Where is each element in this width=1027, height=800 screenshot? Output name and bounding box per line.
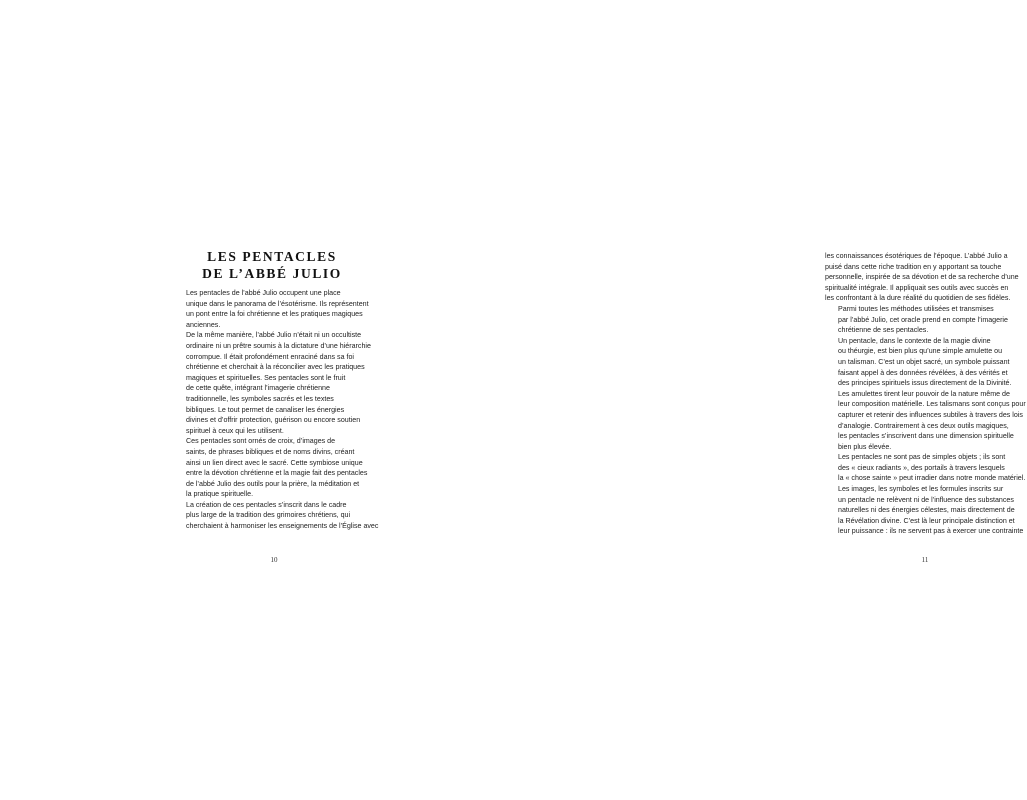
text-line: les confrontant à la dure réalité du quotidien de ses fidèles. bbox=[825, 294, 1011, 303]
text-line: plus large de la tradition des grimoires chrétiens, qui bbox=[186, 511, 351, 520]
text-line: capturer et retenir des influences subtiles à travers des lois bbox=[838, 410, 1023, 419]
paragraph bbox=[825, 336, 1027, 389]
text-line: par l’abbé Julio, cet oracle prend en compte l’imagerie bbox=[838, 315, 1008, 324]
text-line: puisé dans cette riche tradition en y apportant sa touche bbox=[825, 262, 1002, 271]
text-line: La création de ces pentacles s’inscrit dans le cadre bbox=[186, 500, 347, 509]
text-line: traditionnelle, les symboles sacrés et les textes bbox=[186, 394, 334, 403]
text-line: les connaissances ésotériques de l’époque. L’abbé Julio a bbox=[825, 252, 1008, 260]
text-line: les pentacles s’inscrivent dans une dimension spirituelle bbox=[838, 432, 1014, 441]
text-line: ainsi un lien direct avec le sacré. Cette symbiose unique bbox=[186, 458, 363, 467]
text-line: de cette quête, intégrant l’imagerie chrétienne bbox=[186, 384, 330, 393]
page-number-right: 11 bbox=[921, 556, 929, 564]
text-line: corrompue. Il était profondément enraciné dans sa foi bbox=[186, 352, 354, 361]
text-line: Les pentacles ne sont pas de simples objets ; ils sont bbox=[838, 453, 1006, 462]
text-line: leur puissance : ils ne servent pas à exercer une contrainte bbox=[838, 527, 1024, 536]
page-number-left: 10 bbox=[270, 556, 278, 564]
text-line: Les pentacles de l’abbé Julio occupent une place bbox=[186, 289, 341, 297]
text-line: Les amulettes tirent leur pouvoir de la nature même de bbox=[838, 389, 1010, 398]
text-line: la Révélation divine. C’est là leur principale distinction et bbox=[838, 516, 1015, 525]
text-line: ordinaire ni un prêtre soumis à la dictature d’une hiérarchie bbox=[186, 341, 371, 350]
chapter-title-line-1: LES PENTACLES bbox=[207, 249, 337, 264]
text-line: naturelles ni des énergies célestes, mais directement de bbox=[838, 506, 1015, 515]
text-line: divines et d’offrir protection, guérison ou encore soutien bbox=[186, 416, 361, 425]
text-line: magiques et spirituelles. Ses pentacles sont le fruit bbox=[186, 373, 346, 382]
text-line: cherchaient à harmoniser les enseignements de l’Église avec bbox=[186, 522, 379, 531]
text-line: Un pentacle, dans le contexte de la magie divine bbox=[838, 336, 991, 345]
paragraph bbox=[825, 452, 1027, 537]
text-line: bibliques. Le tout permet de canaliser les énergies bbox=[186, 405, 345, 414]
text-line: spiritualité intégrale. Il appliquait ses outils avec succès en bbox=[825, 283, 1009, 292]
text-line: anciennes. bbox=[186, 320, 221, 329]
text-line: chrétienne et cherchait à la réconcilier avec les pratiques bbox=[186, 363, 365, 372]
text-line: leur composition matérielle. Les talismans sont conçus pour bbox=[838, 400, 1026, 409]
right-page bbox=[400, 0, 1026, 800]
text-line: spirituel à ceux qui les utilisent. bbox=[186, 426, 284, 435]
text-line: faisant appel à des données révélées, à des vérités et bbox=[838, 368, 1008, 377]
paragraph bbox=[173, 500, 379, 532]
text-line: un pentacle ne relèvent ni de l’influence des substances bbox=[838, 495, 1014, 504]
paragraph bbox=[173, 288, 373, 330]
text-line: Ces pentacles sont ornés de croix, d’images de bbox=[186, 437, 336, 446]
paragraph bbox=[173, 330, 373, 436]
text-line: unique dans le panorama de l’ésotérisme. Ils représentent bbox=[186, 299, 369, 308]
left-page bbox=[0, 0, 400, 800]
text-line: bien plus élevée. bbox=[838, 442, 892, 451]
right-page-body-text bbox=[825, 251, 1027, 537]
text-line: de l’abbé Julio des outils pour la prière, la méditation et bbox=[186, 479, 360, 488]
text-line: Parmi toutes les méthodes utilisées et transmises bbox=[838, 304, 994, 313]
text-line: un pont entre la foi chrétienne et les pratiques magiques bbox=[186, 310, 363, 319]
text-line: entre la dévotion chrétienne et la magie fait des pentacles bbox=[186, 469, 368, 478]
text-line: ou théurgie, est bien plus qu’une simple amulette ou bbox=[838, 347, 1003, 356]
left-page-body-text bbox=[173, 288, 379, 532]
chapter-title-line-2: DE L’ABBÉ JULIO bbox=[202, 266, 342, 281]
text-line: Les images, les symboles et les formules inscrits sur bbox=[838, 485, 1004, 494]
paragraph bbox=[825, 304, 1027, 336]
text-line: des principes spirituels issus directement de la Divinité. bbox=[838, 379, 1012, 388]
paragraph bbox=[825, 251, 1027, 304]
paragraph bbox=[825, 389, 1027, 453]
text-line: la pratique spirituelle. bbox=[186, 490, 254, 499]
text-line: saints, de phrases bibliques et de noms divins, créant bbox=[186, 447, 355, 456]
text-line: chrétienne de ses pentacles. bbox=[838, 326, 929, 335]
text-line: d’analogie. Contrairement à ces deux outils magiques, bbox=[838, 421, 1009, 430]
text-line: la « chose sainte » peut irradier dans notre monde matériel. bbox=[838, 474, 1026, 483]
chapter-title bbox=[172, 248, 372, 282]
text-line: De la même manière, l’abbé Julio n’était ni un occultiste bbox=[186, 331, 362, 340]
text-line: personnelle, inspirée de sa dévotion et de sa recherche d’une bbox=[825, 273, 1019, 282]
text-line: des « cieux radiants », des portails à travers lesquels bbox=[838, 463, 1005, 472]
text-line: un talisman. C’est un objet sacré, un symbole puissant bbox=[838, 357, 1010, 366]
paragraph bbox=[173, 436, 373, 500]
